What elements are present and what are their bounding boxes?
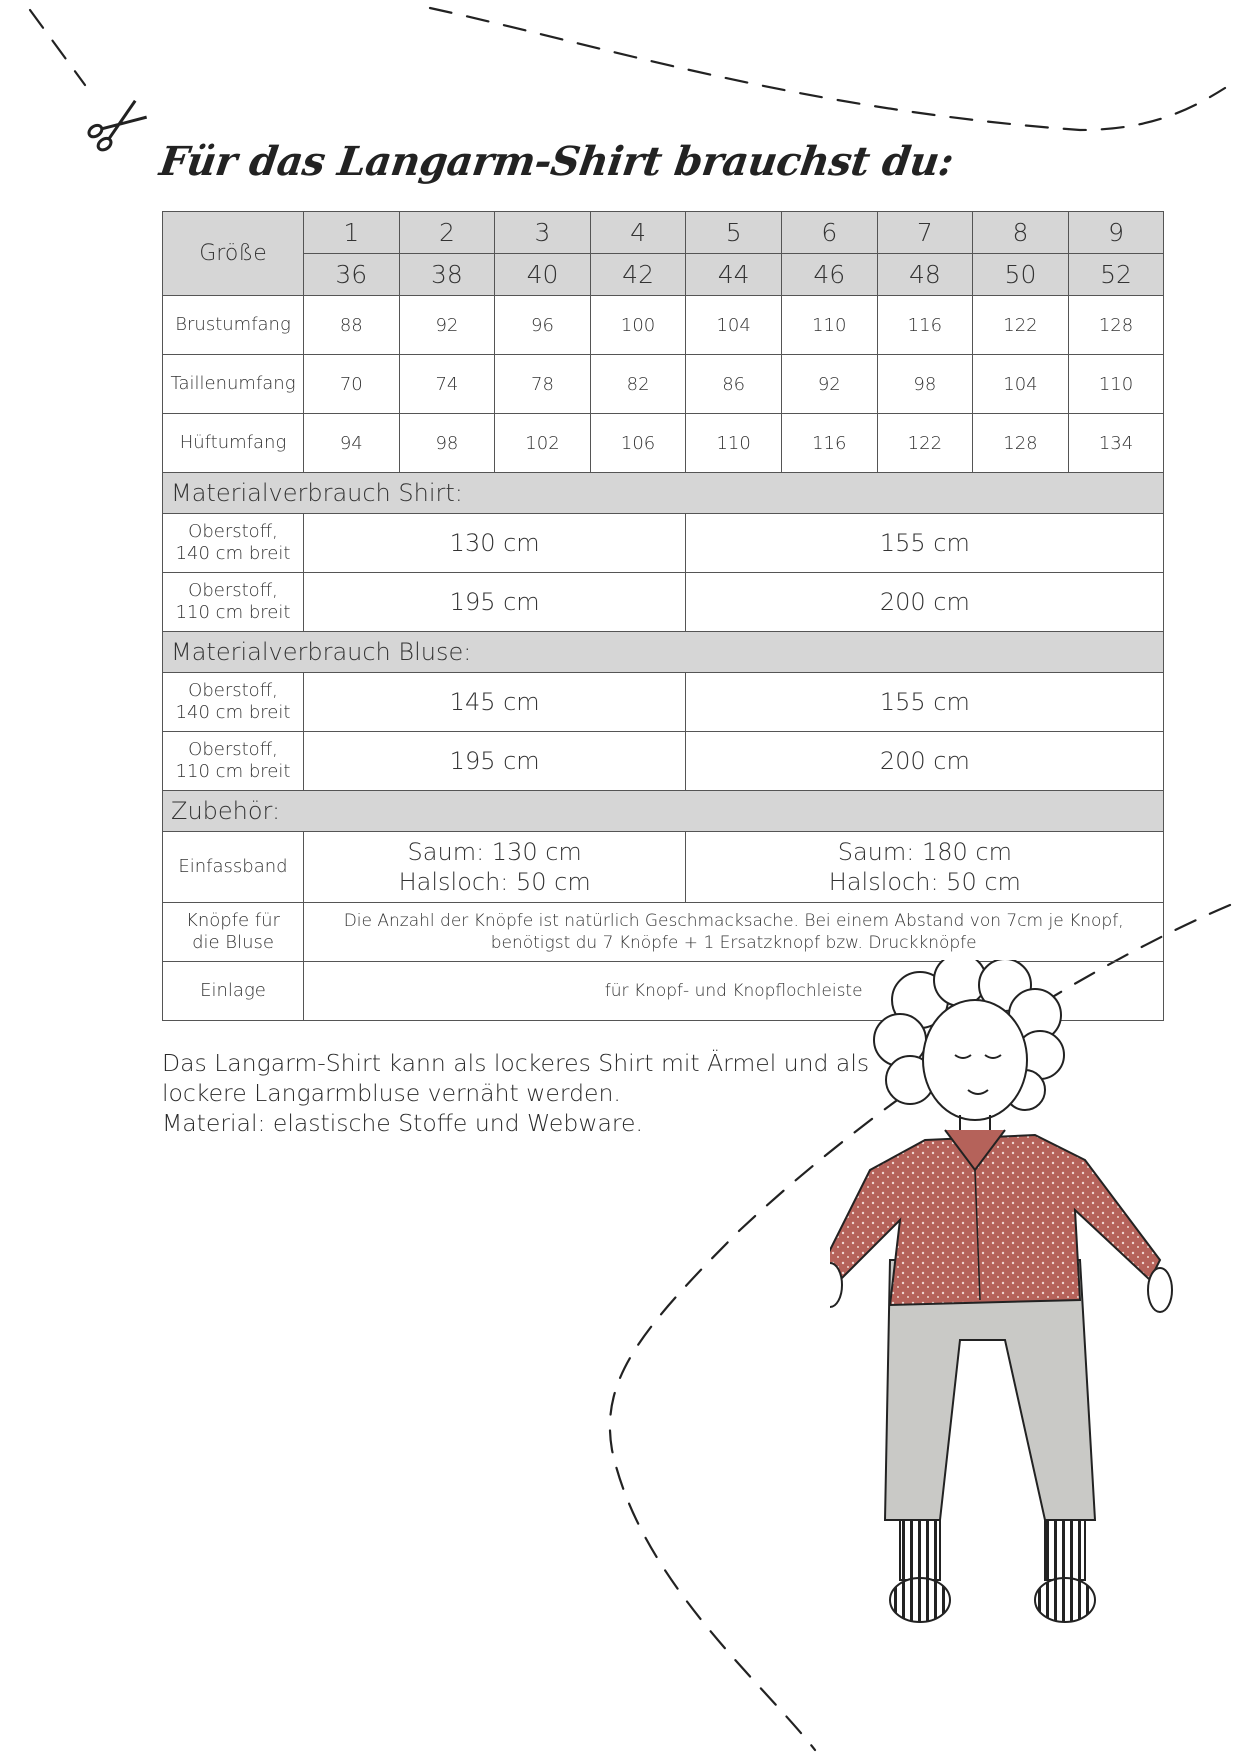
size-value-row bbox=[163, 254, 1164, 296]
shirt-row bbox=[163, 514, 1164, 573]
knoepfe-text-line: benötigst du 7 Knöpfe + 1 Ersatzknopf bzw. Druckknöpfe bbox=[490, 933, 977, 953]
size-number: 1 bbox=[304, 212, 400, 254]
page-title: Für das Langarm-Shirt brauchst du: bbox=[156, 138, 957, 185]
size-value: 38 bbox=[399, 254, 495, 296]
material-amount-small-sizes: 145 cm bbox=[304, 673, 686, 732]
measure-cell: 122 bbox=[973, 296, 1069, 355]
row-label-line: die Bluse bbox=[192, 932, 274, 953]
row-label: Hüftumfang bbox=[163, 414, 304, 473]
description-line: Das Langarm-Shirt kann als lockeres Shirt mit Ärmel und als bbox=[162, 1049, 870, 1077]
size-number: 4 bbox=[590, 212, 686, 254]
einfassband-line: Halsloch: 50 cm bbox=[828, 868, 1021, 896]
shirt-row bbox=[163, 573, 1164, 632]
measure-cell: 88 bbox=[304, 296, 400, 355]
row-label: Brustumfang bbox=[163, 296, 304, 355]
size-number: 8 bbox=[973, 212, 1069, 254]
section-heading: Materialverbrauch Bluse: bbox=[163, 632, 1164, 673]
material-amount-large-sizes: 155 cm bbox=[686, 514, 1164, 573]
description-line: lockere Langarmbluse vernäht werden. bbox=[162, 1079, 621, 1107]
material-amount-small-sizes: 130 cm bbox=[304, 514, 686, 573]
section-heading: Zubehör: bbox=[163, 791, 1164, 832]
row-label bbox=[163, 573, 304, 632]
row-label-line: Oberstoff, bbox=[188, 739, 278, 760]
row-label-line: 110 cm breit bbox=[175, 602, 291, 623]
sock bbox=[1045, 1520, 1085, 1580]
bluse-row bbox=[163, 673, 1164, 732]
size-material-table bbox=[162, 211, 1164, 1021]
einfassband-line: Halsloch: 50 cm bbox=[398, 868, 591, 896]
measure-cell: 116 bbox=[877, 296, 973, 355]
measure-cell: 94 bbox=[304, 414, 400, 473]
size-value: 36 bbox=[304, 254, 400, 296]
face bbox=[923, 1000, 1027, 1120]
einfassband-line: Saum: 180 cm bbox=[837, 838, 1012, 866]
size-header-label: Größe bbox=[163, 212, 304, 296]
measure-cell: 74 bbox=[399, 355, 495, 414]
row-label-line: Oberstoff, bbox=[188, 521, 278, 542]
size-number: 5 bbox=[686, 212, 782, 254]
section-zubehoer-row bbox=[163, 791, 1164, 832]
measure-cell: 110 bbox=[781, 296, 877, 355]
row-label-line: Oberstoff, bbox=[188, 680, 278, 701]
dashed-cut-line-top-left bbox=[30, 10, 85, 85]
row-label-line: Oberstoff, bbox=[188, 580, 278, 601]
row-label bbox=[163, 732, 304, 791]
blouse bbox=[830, 1135, 1160, 1305]
row-label: Einfassband bbox=[163, 832, 304, 903]
size-number: 7 bbox=[877, 212, 973, 254]
knoepfe-description bbox=[304, 903, 1164, 962]
measure-cell: 128 bbox=[1068, 296, 1164, 355]
sock bbox=[900, 1520, 940, 1580]
material-amount-large-sizes: 200 cm bbox=[686, 573, 1164, 632]
measure-row-brust bbox=[163, 296, 1164, 355]
row-label-line: 140 cm breit bbox=[175, 543, 291, 564]
size-value: 48 bbox=[877, 254, 973, 296]
description-text bbox=[162, 1048, 882, 1138]
material-amount-small-sizes: 195 cm bbox=[304, 732, 686, 791]
size-value: 52 bbox=[1068, 254, 1164, 296]
size-number: 2 bbox=[399, 212, 495, 254]
measure-cell: 116 bbox=[781, 414, 877, 473]
girl-illustration bbox=[830, 960, 1240, 1753]
measure-cell: 122 bbox=[877, 414, 973, 473]
measure-cell: 134 bbox=[1068, 414, 1164, 473]
measure-cell: 96 bbox=[495, 296, 591, 355]
size-value: 46 bbox=[781, 254, 877, 296]
einfassband-large-sizes bbox=[686, 832, 1164, 903]
size-number-row bbox=[163, 212, 1164, 254]
measure-cell: 104 bbox=[973, 355, 1069, 414]
scissors-icon bbox=[87, 98, 149, 152]
measure-cell: 78 bbox=[495, 355, 591, 414]
row-label: Taillenumfang bbox=[163, 355, 304, 414]
measure-cell: 98 bbox=[399, 414, 495, 473]
material-amount-small-sizes: 195 cm bbox=[304, 573, 686, 632]
description-line: Material: elastische Stoffe und Webware. bbox=[162, 1109, 643, 1137]
measure-cell: 70 bbox=[304, 355, 400, 414]
size-number: 9 bbox=[1068, 212, 1164, 254]
row-label bbox=[163, 673, 304, 732]
material-amount-large-sizes: 200 cm bbox=[686, 732, 1164, 791]
row-label bbox=[163, 514, 304, 573]
measure-cell: 98 bbox=[877, 355, 973, 414]
size-value: 44 bbox=[686, 254, 782, 296]
row-label-line: 140 cm breit bbox=[175, 702, 291, 723]
measure-row-huefte bbox=[163, 414, 1164, 473]
einfassband-line: Saum: 130 cm bbox=[407, 838, 582, 866]
row-label-line: 110 cm breit bbox=[175, 761, 291, 782]
bluse-row bbox=[163, 732, 1164, 791]
einlage-description: für Knopf- und Knopflochleiste bbox=[304, 962, 1164, 1021]
row-label: Einlage bbox=[163, 962, 304, 1021]
material-amount-large-sizes: 155 cm bbox=[686, 673, 1164, 732]
measure-cell: 104 bbox=[686, 296, 782, 355]
row-label bbox=[163, 903, 304, 962]
section-shirt-row bbox=[163, 473, 1164, 514]
measure-cell: 86 bbox=[686, 355, 782, 414]
measure-cell: 110 bbox=[686, 414, 782, 473]
size-value: 42 bbox=[590, 254, 686, 296]
einfassband-small-sizes bbox=[304, 832, 686, 903]
knoepfe-text-line: Die Anzahl der Knöpfe ist natürlich Geschmacksache. Bei einem Abstand von 7cm je Knopf, bbox=[343, 911, 1124, 931]
size-value: 40 bbox=[495, 254, 591, 296]
section-heading: Materialverbrauch Shirt: bbox=[163, 473, 1164, 514]
row-label-line: Knöpfe für bbox=[186, 910, 280, 931]
measure-cell: 82 bbox=[590, 355, 686, 414]
section-bluse-row bbox=[163, 632, 1164, 673]
measure-cell: 102 bbox=[495, 414, 591, 473]
size-number: 3 bbox=[495, 212, 591, 254]
measure-cell: 92 bbox=[781, 355, 877, 414]
measure-cell: 106 bbox=[590, 414, 686, 473]
size-number: 6 bbox=[781, 212, 877, 254]
dashed-cut-line-top bbox=[430, 8, 1225, 130]
knoepfe-row bbox=[163, 903, 1164, 962]
measure-cell: 92 bbox=[399, 296, 495, 355]
size-value: 50 bbox=[973, 254, 1069, 296]
einfassband-row bbox=[163, 832, 1164, 903]
measure-cell: 100 bbox=[590, 296, 686, 355]
measure-cell: 128 bbox=[973, 414, 1069, 473]
measure-row-taille bbox=[163, 355, 1164, 414]
measure-cell: 110 bbox=[1068, 355, 1164, 414]
